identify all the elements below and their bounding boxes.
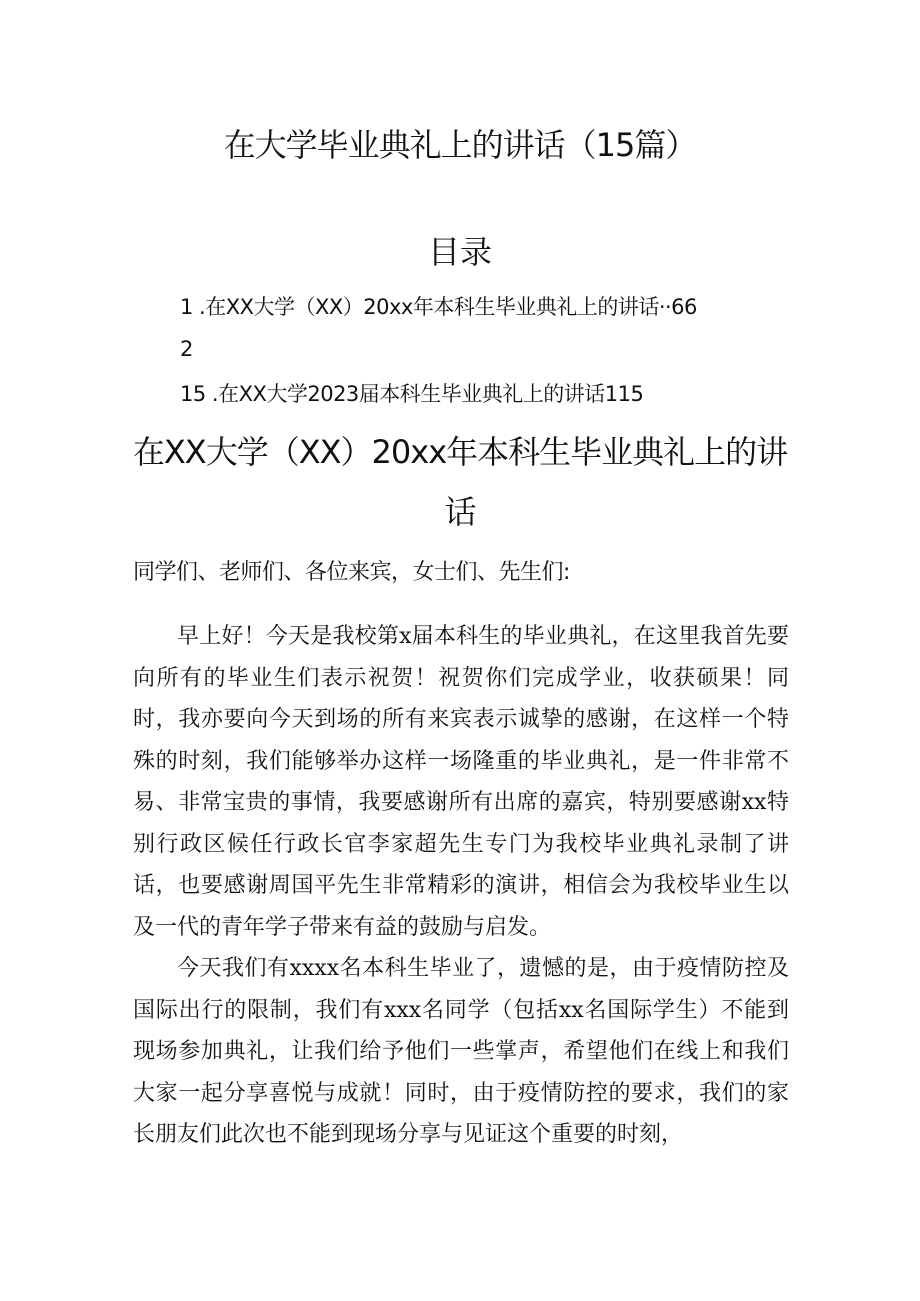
document-title: 在大学毕业典礼上的讲话（15篇） [223, 126, 697, 164]
toc-entry-1-page-continuation: 2 [180, 337, 193, 361]
toc-heading: 目录 [427, 233, 492, 271]
toc-entry-15[interactable]: 15 .在XX大学2023届本科生毕业典礼上的讲话115 [180, 382, 644, 406]
body-paragraph: 早上好！今天是我校第x届本科生的毕业典礼，在这里我首先要向所有的毕业生们表示祝贺！祝贺你们完成学业，收获硕果！同时，我亦要向今天到场的所有来宾表示诚挚的感谢，在这样一个特殊的时刻，我们能够举办这样一场隆重的毕业典礼，是一件非常不易、非常宝贵的事情，我要感谢所有出席的嘉宾，特别要感谢xx特别行政区候任行政长官李家超先生专门为我校毕业典礼录制了讲话，也要感谢周国平先生非常精彩的演讲，相信会为我校毕业生以及一代的青年学子带来有益的鼓励与启发。 [133, 624, 789, 940]
speech-salutation: 同学们、老师们、各位来宾，女士们、先生们: [133, 560, 570, 585]
speech-title: 在XX大学（XX）20xx年本科生毕业典礼上的讲话 [132, 433, 788, 531]
body-paragraph: 今天我们有xxxx名本科生毕业了，遗憾的是，由于疫情防控及国际出行的限制，我们有xxx名同学（包括xx名国际学生）不能到现场参加典礼，让我们给予他们一些掌声，希望他们在线上和我们大家一起分享喜悦与成就！同时，由于疫情防控的要求，我们的家长朋友们此次也不能到现场分享与见证这个重要的时刻， [133, 956, 789, 1147]
toc-entry-1[interactable]: 1 .在XX大学（XX）20xx年本科生毕业典礼上的讲话··66 [180, 295, 697, 319]
